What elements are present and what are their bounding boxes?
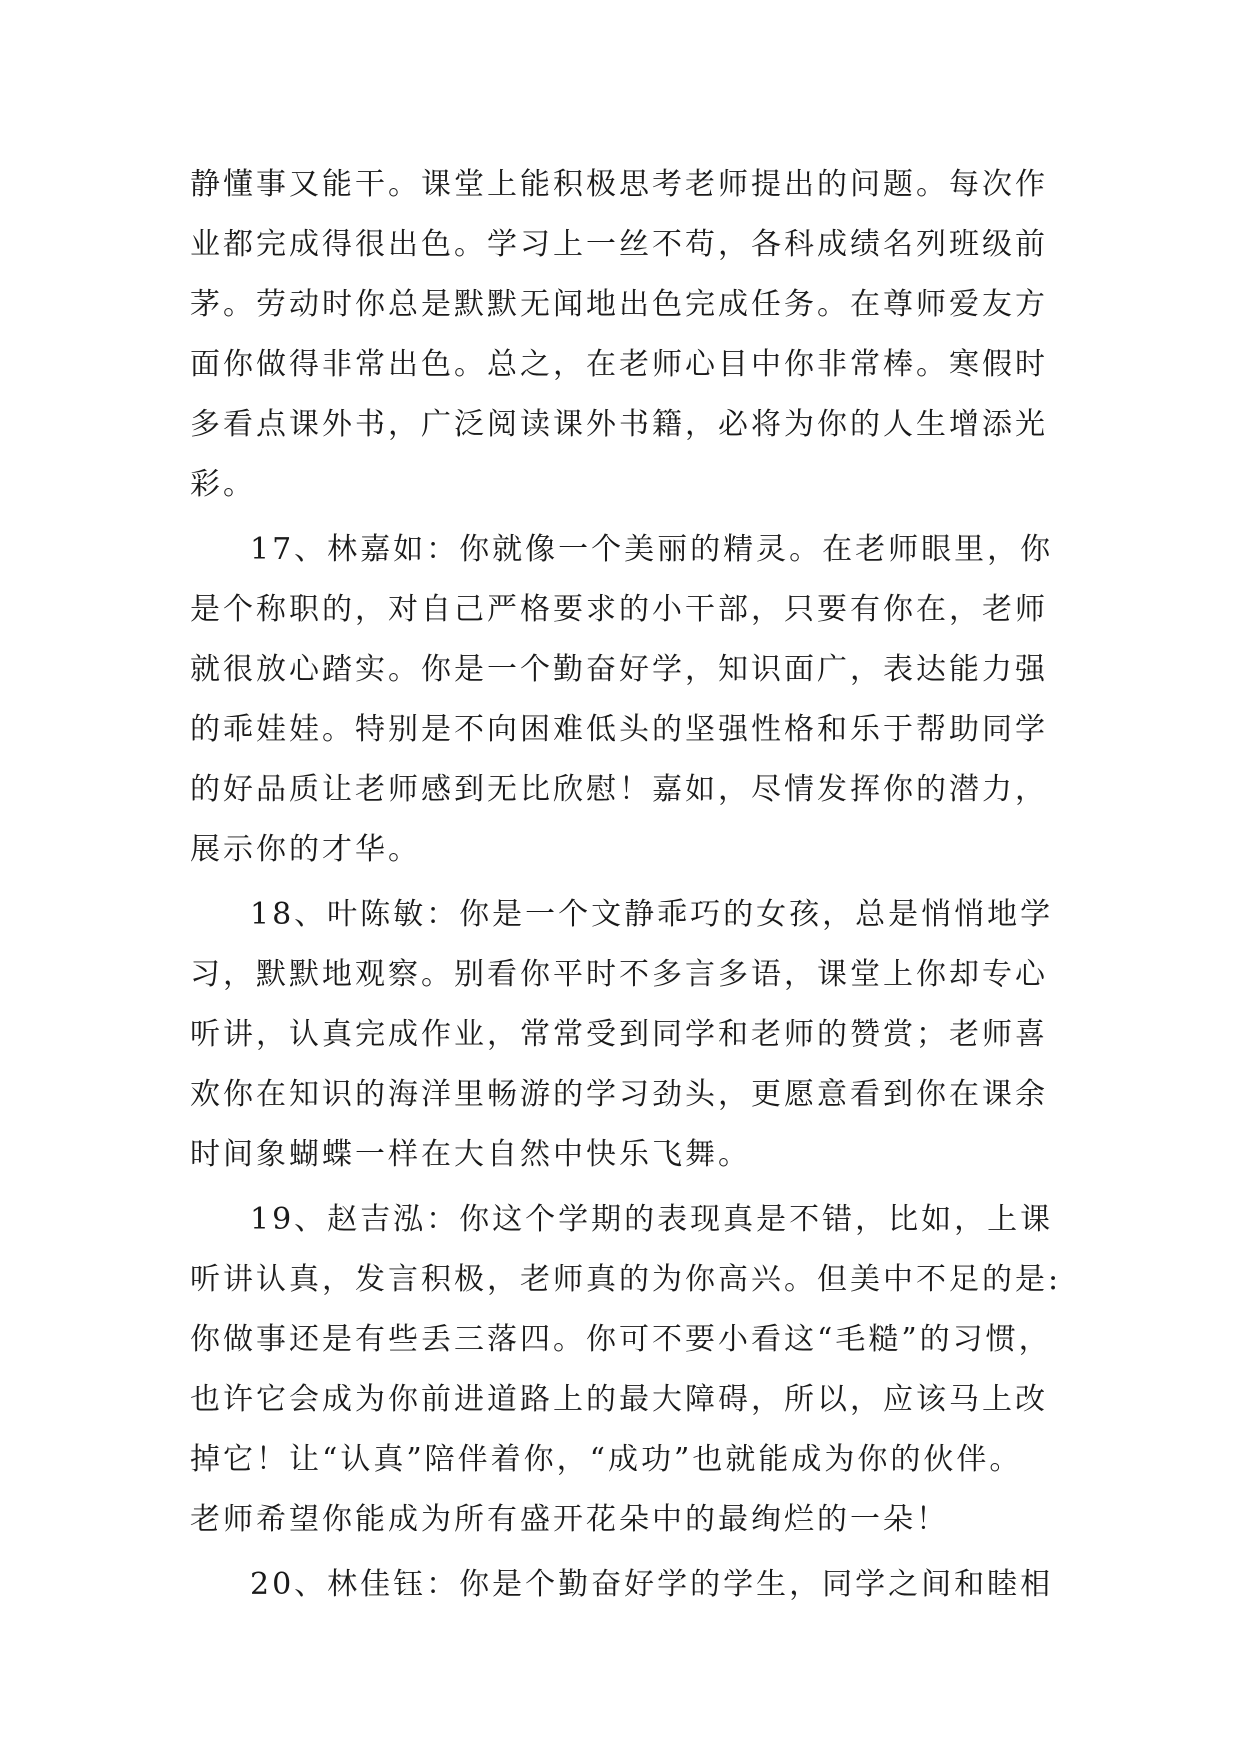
text-line: 是个称职的，对自己严格要求的小干部，只要有你在，老师 — [190, 592, 1048, 627]
text-line: 展示你的才华。 — [190, 832, 421, 867]
text-line: 老师希望你能成为所有盛开花朵中的最绚烂的一朵！ — [190, 1502, 949, 1537]
text-line: 听讲，认真完成作业，常常受到同学和老师的赞赏；老师喜 — [190, 1017, 1048, 1052]
paragraph-start-20: 20、林佳钰：你是个勤奋好学的学生，同学之间和睦相 — [250, 1567, 1054, 1602]
text-line: 就很放心踏实。你是一个勤奋好学，知识面广，表达能力强 — [190, 652, 1048, 687]
text-line: 习，默默地观察。别看你平时不多言多语，课堂上你却专心 — [190, 957, 1048, 992]
paragraph-start-18: 18、叶陈敏：你是一个文静乖巧的女孩，总是悄悄地学 — [250, 897, 1054, 932]
text-line: 的好品质让老师感到无比欣慰！嘉如，尽情发挥你的潜力， — [190, 772, 1048, 807]
text-line: 业都完成得很出色。学习上一丝不苟，各科成绩名列班级前 — [190, 227, 1048, 262]
text-line: 彩。 — [190, 467, 256, 502]
text-line: 你做事还是有些丢三落四。你可不要小看这“毛糙”的习惯， — [190, 1322, 1052, 1357]
text-line: 也许它会成为你前进道路上的最大障碍，所以，应该马上改 — [190, 1382, 1048, 1417]
text-line: 听讲认真，发言积极，老师真的为你高兴。但美中不足的是: — [190, 1262, 1062, 1297]
text-line: 茅。劳动时你总是默默无闻地出色完成任务。在尊师爱友方 — [190, 287, 1048, 322]
text-line: 掉它！让“认真”陪伴着你，“成功”也就能成为你的伙伴。 — [190, 1442, 1023, 1477]
text-line: 时间象蝴蝶一样在大自然中快乐飞舞。 — [190, 1137, 751, 1172]
text-line: 多看点课外书，广泛阅读课外书籍，必将为你的人生增添光 — [190, 407, 1048, 442]
text-line: 面你做得非常出色。总之，在老师心目中你非常棒。寒假时 — [190, 347, 1048, 382]
text-line: 的乖娃娃。特别是不向困难低头的坚强性格和乐于帮助同学 — [190, 712, 1048, 747]
text-line: 静懂事又能干。课堂上能积极思考老师提出的问题。每次作 — [190, 167, 1048, 202]
paragraph-start-17: 17、林嘉如：你就像一个美丽的精灵。在老师眼里，你 — [250, 532, 1054, 567]
text-line: 欢你在知识的海洋里畅游的学习劲头，更愿意看到你在课余 — [190, 1077, 1048, 1112]
paragraph-start-19: 19、赵吉泓：你这个学期的表现真是不错，比如，上课 — [250, 1202, 1054, 1237]
